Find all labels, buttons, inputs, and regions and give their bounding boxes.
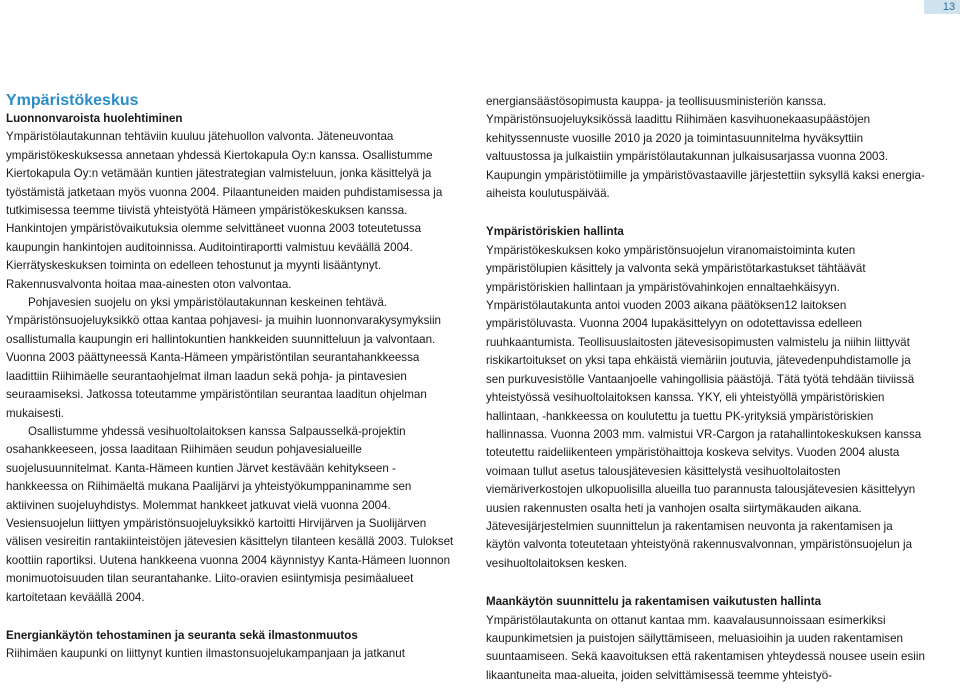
right-column [486, 93, 926, 685]
left-column [6, 92, 454, 664]
paragraph-riskit: Ympäristökeskuksen koko ympäristönsuojelun viranomaistoiminta kuten ympäristölupien käsittely ja valvonta sekä ympäristötarkastukset tähtäävät ympäristöriskien hallintaan ja ympäristövahinkojen ennaltaehkäisyyn. Ympäristölautakunta antoi vuoden 2003 aikana päätöksen12 laitoksen ympäristöluvasta. Vuonna 2004 lupakäsittelyyn on odotettavissa edelleen ruuhkaantumista. Teollisuuslaitosten jätevesisopimusten valmistelu ja niihin liittyvät riskikartoitukset on yksi tapa ehkäistä viemäriin joutuvia, jätevedenpuhdistamolle ja sen purkuvesistölle Vantaanjoelle vahingollisia päästöjä. Tätä työtä tehdään tiiviissä yhteistyössä vesihuoltolaitoksen kanssa. YKY, eli yhteistyöllä ympäristöriskien hallintaan, -hankkeessa on koulutettu ja tuettu PK-yrityksiä ympäristöriskien hallinnassa. Vuonna 2003 mm. valmistui VR-Cargon ja ratahallintokeskuksen kanssa toteutettu raideliikenteen ympäristöhaittoja koskeva selvitys. Vuoden 2004 alusta voimaan tullut asetus talousjätevesien käsittelystä vesihuoltolaitosten viemäriverkostojen ulkopuolisilla alueilla tuo parannusta talousjätevesien käsittelyyn uusien rakennusten osalta heti ja vanhojen osalta siirtymäkauden aikana. Jätevesijärjestelmien suunnittelun ja rakentamisen neuvonta ja rakentamisen ja käytön valvonta toteutetaan yhteistyönä rakennusvalvonnan, ympäristönsuojelun ja vesihuoltolaitoksen kesken. [486, 243, 922, 570]
heading-riskit: Ympäristöriskien hallinta [486, 225, 624, 239]
paragraph-gap [486, 573, 926, 593]
section-title: Ympäristökeskus [6, 92, 139, 109]
paragraph-jatehuolto: Ympäristölautakunnan tehtäviin kuuluu jätehuollon valvonta. Jäteneuvontaa ympäristökeskuksessa annetaan yhdessä Kiertokapula Oy:n kanssa. Osallistumme Kiertokapula Oy:n vetämään kuntien jätestrategian valmisteluun, jonka käsittelyä ja työstämistä jatketaan myös vuonna 2004. Pilaantuneiden maiden puhdistamisessa ja tutkimisessa teemme tiivistä yhteistyötä Hämeen ympäristökeskuksen kanssa. Hankintojen ympäristövaikutuksia olemme selvittäneet vuonna 2003 toteutetussa kaupungin hankintojen auditoinnissa. Auditointiraportti valmistuu keväällä 2004. Kierrätyskeskuksen toiminta on edelleen tehostunut ja myynti lisääntynyt. Rakennusvalvonta hoitaa maa-ainesten oton valvontaa. [6, 130, 443, 291]
paragraph-gap [6, 607, 454, 627]
heading-luonnonvarat: Luonnonvaroista huolehtiminen [6, 112, 183, 125]
paragraph-energia-start: Riihimäen kaupunki on liittynyt kuntien ilmastonsuojelukampanjaan ja jatkanut [6, 647, 405, 661]
paragraph-pohjavedet: Pohjavesien suojelu on yksi ympäristölautakunnan keskeinen tehtävä. Ympäristönsuojeluyksikkö ottaa kantaa pohjavesi- ja muihin luonnonvarakysymyksiin osallistumalla kaupungin eri hallintokuntien hankkeiden suunnitteluun ja valvontaan. Vuonna 2003 päättyneessä Kanta-Hämeen ympäristöntilan seurantahankkeessa laadittiin Riihimäelle seurantaohjelmat ilman laadun sekä pohja- ja pintavesien seuraamiseksi. Jatkossa toteutamme ympäristöntilan seurantaa laaditun ohjelman mukaisesti. [6, 296, 441, 420]
heading-energia: Energiankäytön tehostaminen ja seuranta sekä ilmastonmuutos [6, 628, 358, 642]
paragraph-gap [486, 203, 926, 223]
heading-maankaytto: Maankäytön suunnittelu ja rakentamisen vaikutusten hallinta [486, 595, 822, 609]
page-number: 13 [942, 1, 956, 13]
paragraph-vesiensuojelu: Osallistumme yhdessä vesihuoltolaitoksen kanssa Salpausselkä-projektin osahankkeeseen, jossa laaditaan Riihimäen seudun pohjavesialueille suojelusuunnitelmat. Kanta-Hämeen kuntien Järvet kestävään kehitykseen -hankkeessa on Riihimäeltä mukana Paalijärvi ja yhteistyökumppaninamme sen aktiivinen suojeluyhdistys. Molemmat hankkeet jatkuvat vielä vuonna 2004. Vesiensuojelun liittyen ympäristönsuojeluyksikkö kartoitti Hirvijärven ja Suolijärven välisen vesireitin rantakiinteistöjen jätevesien käsittelyn tilanteen kesällä 2003. Tulokset koottiin raportiksi. Uutena hankkeena vuonna 2004 käynnistyy Kanta-Hämeen luonnon monimuotoisuuden tilan seurantahanke. Liito-oravien esiintymisja pesimäalueet kartoitetaan keväällä 2004. [6, 424, 454, 604]
paragraph-maankaytto: Ympäristölautakunta on ottanut kantaa mm. kaavalausunnoissaan esimerkiksi kaupunkimetsien ja puistojen säilyttämiseen, meluasioihin ja uuden rakentamisen suuntaamiseen. Sekä kaavoituksen että rakentamisen yhteydessä nousee usein esiin likaantuneita maa-alueita, joiden selvittämisessä teemme yhteistyö- [486, 613, 925, 682]
paragraph-energia-cont: energiansäästösopimusta kauppa- ja teollisuusministeriön kanssa. Ympäristönsuojeluyksikössä laadittu Riihimäen kasvihuonekaasupäästöjen kehityssennuste vuosille 2010 ja 2020 ja toimintasuunnitelma hyväksyttiin valtuustossa ja julkaistiin ympäristölautakunnan julkaisusarjassa vuonna 2003. Kaupungin ympäristötiimille ja ympäristövastaaville järjestettiin syksyllä kaksi energia-aiheista koulutuspäivää. [486, 95, 925, 201]
